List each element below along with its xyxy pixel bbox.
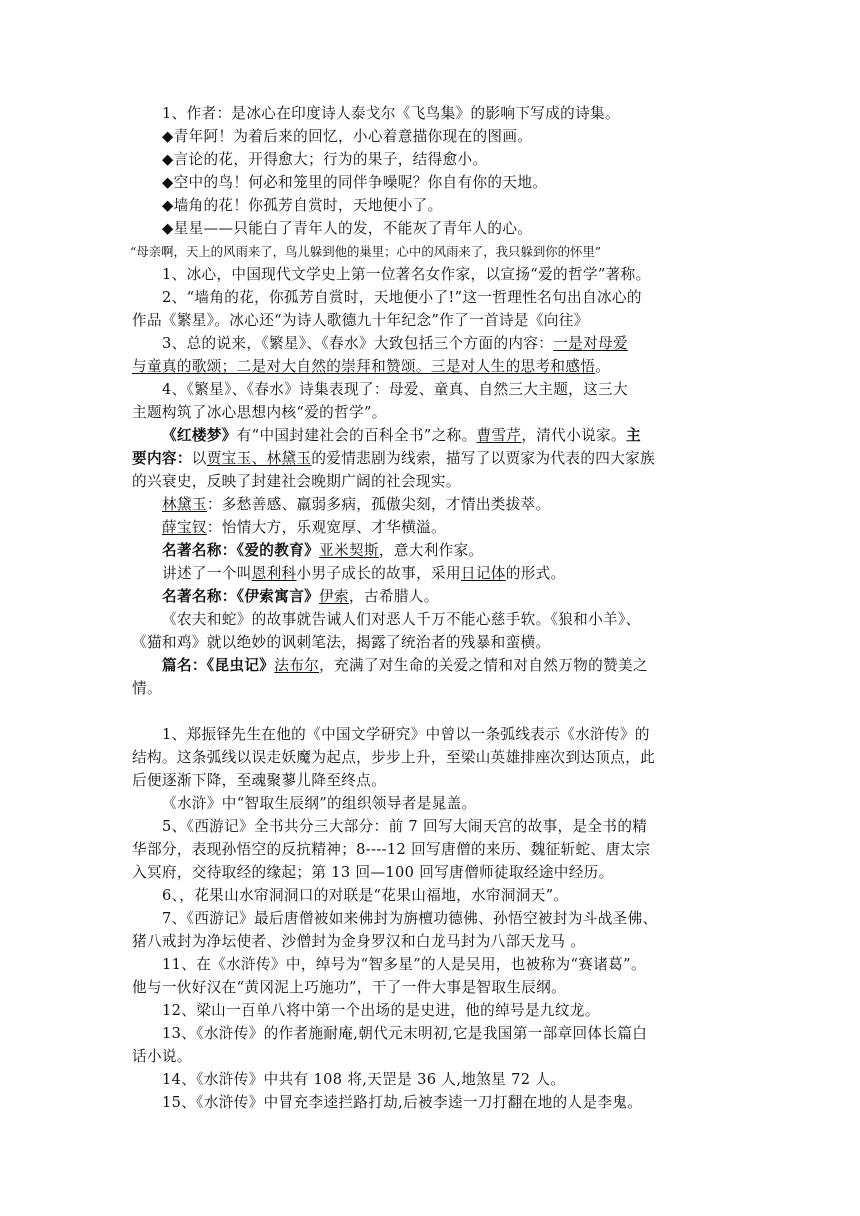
character-line xyxy=(132,518,742,538)
bingxin-intro: 1、作者：是冰心在印度诗人泰戈尔《飞鸟集》的影响下写成的诗集。 xyxy=(162,105,620,122)
paragraph-line: 15、《水浒传》中冒充李逵拦路打劫,后被李逵一刀打翻在地的人是李鬼。 xyxy=(162,1094,643,1111)
paragraph-text: 讲述了一个叫 xyxy=(162,565,252,582)
book-title: 《红楼梦》 xyxy=(162,427,237,444)
book-label: 名著名称：《伊索寓言》 xyxy=(162,588,320,605)
paragraph-line: 5、《西游记》全书共分三大部分：前 7 回写大闹天宫的故事，是全书的精 xyxy=(162,818,648,835)
author-name: 伊索 xyxy=(319,588,349,605)
author-name: 曹雪芹 xyxy=(476,427,522,444)
character-desc: ：多愁善感、羸弱多病，孤傲尖刻，才情出类拔萃。 xyxy=(206,496,551,513)
paragraph-line: 猪八戒封为净坛使者、沙僧封为金身罗汉和白龙马封为八部天龙马 。 xyxy=(132,933,586,950)
paragraph-line xyxy=(132,357,742,377)
paragraph-line: 入冥府，交待取经的缘起；第 13 回—100 回写唐僧师徒取经途中经历。 xyxy=(132,864,614,881)
paragraph-line: 《猫和鸡》就以绝妙的讽刺笔法，揭露了统治者的残暴和蛮横。 xyxy=(132,634,551,651)
poem-line: ◆空中的鸟！何必和笼里的同伴争噪呢？你自有你的天地。 xyxy=(162,174,548,191)
paragraph-text: 。 xyxy=(595,358,611,375)
paragraph-line: 《水浒》中“智取生辰纲”的组织领导者是晁盖。 xyxy=(162,795,477,812)
paragraph-text: 以 xyxy=(191,450,207,467)
paragraph-line: 13、《水浒传》的作者施耐庵,朝代元末明初,它是我国第一部章回体长篇白 xyxy=(162,1025,648,1042)
character-desc: ：怡情大方，乐观宽厚、才华横溢。 xyxy=(206,519,446,536)
character-name: 恩利科 xyxy=(251,565,297,582)
hlm-line xyxy=(132,426,742,446)
paragraph-text: ，古希腊人。 xyxy=(348,588,439,605)
paragraph-line: 情。 xyxy=(132,680,162,697)
author-name: 法布尔 xyxy=(274,657,320,674)
book-label: 篇名：《昆虫记》 xyxy=(162,657,275,674)
character-name: 林黛玉 xyxy=(162,496,207,513)
book-entry xyxy=(132,541,742,561)
poem-line: ◆墙角的花！你孤芳自赏时，天地便小了。 xyxy=(162,197,443,214)
hlm-line xyxy=(132,449,742,469)
book-label: 名著名称：《爱的教育》 xyxy=(162,542,320,559)
paragraph-line xyxy=(132,334,742,354)
paragraph-text: 3、总的说来，《繁星》、《春水》大致包括三个方面的内容： xyxy=(162,335,554,352)
book-entry xyxy=(132,587,742,607)
character-line xyxy=(132,495,742,515)
poem-line: ◆星星——只能白了青年人的发，不能灰了青年人的心。 xyxy=(162,220,533,237)
mother-quote: “母亲啊，天上的风雨来了，鸟儿躲到他的巢里；心中的风雨来了，我只躲到你的怀里” xyxy=(130,244,602,259)
underlined-text: 一是对母爱 xyxy=(553,335,628,352)
paragraph-line: 6、，花果山水帘洞洞口的对联是“花果山福地，水帘洞洞天”。 xyxy=(162,887,569,904)
paragraph-text: 的爱情悲剧为线索，描写了以贾家为代表的四大家族 xyxy=(311,450,656,467)
paragraph-line: 结构。这条弧线以误走妖魔为起点，步步上升，至梁山英雄排座次到达顶点，此 xyxy=(132,749,656,766)
paragraph-text: ，意大利作家。 xyxy=(378,542,484,559)
form-name: 日记体 xyxy=(460,565,506,582)
paragraph-line: 《农夫和蛇》的故事就告诫人们对恶人千万不能心慈手软。《狼和小羊》、 xyxy=(162,611,641,628)
paragraph-line: 11、在《水浒传》中，绰号为“智多星”的人是吴用，也被称为“赛诸葛”。 xyxy=(162,956,646,973)
hlm-line: 的兴衰史，反映了封建社会晚期广阔的社会现实。 xyxy=(132,473,461,490)
underlined-text: 与童真的歌颂；二是对大自然的崇拜和赞颂。三是对人生的思考和感悟 xyxy=(132,358,596,375)
author-name: 亚米契斯 xyxy=(319,542,379,559)
bold-label: 要内容： xyxy=(132,450,192,467)
paragraph-text: 的形式。 xyxy=(505,565,566,582)
paragraph-line: 主题构筑了冰心思想内核“爱的哲学”。 xyxy=(132,404,387,421)
book-entry xyxy=(132,656,742,676)
paragraph-line: 1、冰心，中国现代文学史上第一位著名女作家，以宣扬“爱的哲学”著称。 xyxy=(162,266,651,283)
poem-line: ◆言论的花，开得愈大；行为的果子，结得愈小。 xyxy=(162,151,488,168)
paragraph-line: 后便逐渐下降，至魂聚蓼儿降至终点。 xyxy=(132,772,387,789)
bold-label: 主 xyxy=(625,427,641,444)
character-name: 薛宝钗 xyxy=(162,519,207,536)
poem-line: ◆青年阿！为着后来的回忆，小心着意描你现在的图画。 xyxy=(162,128,533,145)
paragraph-line: 作品《繁星》。冰心还“为诗人歌德九十年纪念”作了一首诗是《向往》 xyxy=(132,312,589,329)
paragraph-text: 小男子成长的故事，采用 xyxy=(296,565,461,582)
paragraph-line: 7、《西游记》最后唐僧被如来佛封为旃檀功德佛、孙悟空被封为斗战圣佛、 xyxy=(162,910,658,927)
paragraph-text: ，充满了对生命的关爱之情和对自然万物的赞美之 xyxy=(319,657,648,674)
paragraph-line: 华部分，表现孙悟空的反抗精神；8----12 回写唐僧的来历、魏征斩蛇、唐太宗 xyxy=(132,841,651,858)
paragraph-line: 1、郑振铎先生在他的《中国文学研究》中曾以一条弧线表示《水浒传》的 xyxy=(162,726,650,743)
paragraph-line: 4、《繁星》、《春水》诗集表现了：母爱、童真、自然三大主题，这三大 xyxy=(162,381,628,398)
paragraph-text: ，清代小说家。 xyxy=(521,427,626,444)
paragraph-line: 话小说。 xyxy=(132,1048,192,1065)
paragraph-text: 有“中国封建社会的百科全书”之称。 xyxy=(236,427,477,444)
character-names: 贾宝玉、林黛玉 xyxy=(206,450,312,467)
paragraph-line: 14、《水浒传》中共有 108 将,天罡是 36 人,地煞星 72 人。 xyxy=(162,1071,566,1088)
paragraph-line: 12、梁山一百单八将中第一个出场的是史进，他的绰号是九纹龙。 xyxy=(162,1002,600,1019)
paragraph-line: 2、“墙角的花，你孤芳自赏时，天地便小了!”这一哲理性名句出自冰心的 xyxy=(162,289,642,306)
paragraph-line: 他与一伙好汉在“黄冈泥上巧施功”，干了一件大事是智取生辰纲。 xyxy=(132,979,567,996)
book-summary xyxy=(132,564,742,584)
